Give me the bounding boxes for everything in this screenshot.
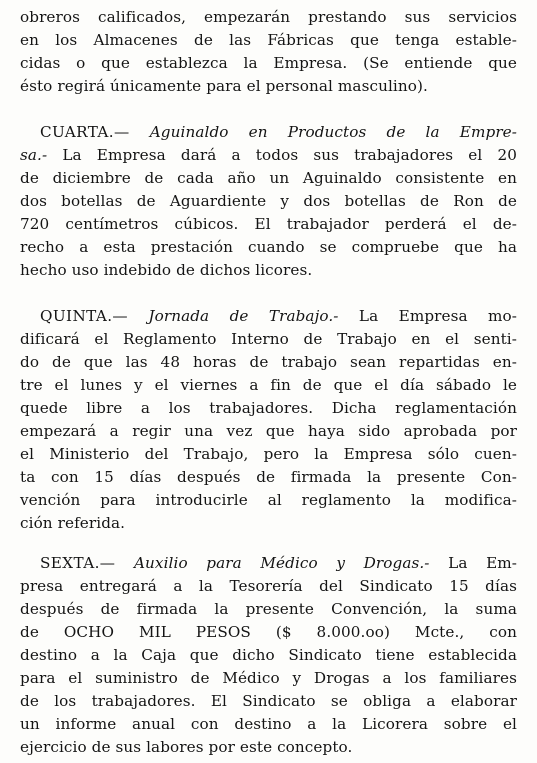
cuarta-line-7: hecho uso indebido de dichos licores. [20,261,313,279]
sexta-line-6: para el suministro de Médico y Drogas a los familiares [20,669,517,687]
cuarta-line-5: 720 centímetros cúbicos. El trabajador perderá el de- [20,215,517,233]
sexta-line-7: de los trabajadores. El Sindicato se obliga a elaborar [20,692,517,710]
cuarta-first-line [20,121,517,143]
quinta-line-7: el Ministerio del Trabajo, pero la Empresa sólo cuen- [20,445,517,463]
intro-line-4: ésto regirá únicamente para el personal masculino). [20,77,428,95]
sexta-text: La Em- [429,554,517,572]
quinta-line-3: do de que las 48 horas de trabajo sean repartidas en- [20,353,517,371]
cuarta-heading: CUARTA.— [40,123,130,141]
quinta-line-2: dificará el Reglamento Interno de Trabajo en el senti- [20,330,517,348]
quinta-text: La Empresa mo- [338,307,517,325]
sexta-line-9: ejercicio de sus labores por este concepto. [20,738,353,756]
quinta-line-4: tre el lunes y el viernes a fin de que el día sábado le [20,376,517,394]
sexta-line-4: de OCHO MIL PESOS ($ 8.000.oo) Mcte., con [20,623,517,641]
cuarta-line-4: dos botellas de Aguardiente y dos botellas de Ron de [20,192,517,210]
sexta-line-8: un informe anual con destino a la Licorera sobre el [20,715,517,733]
sexta-line-5: destino a la Caja que dicho Sindicato tiene establecida [20,646,517,664]
quinta-line-5: quede libre a los trabajadores. Dicha reglamentación [20,399,517,417]
cuarta-second-line [20,144,517,166]
quinta-line-9: vención para introducirle al reglamento la modifica- [20,491,517,509]
sexta-line-3: después de firmada la presente Convención, la suma [20,600,517,618]
quinta-heading: QUINTA.— [40,307,129,325]
sexta-subject: Auxilio para Médico y Drogas.- [133,554,430,572]
sexta-first-line [20,552,517,574]
sexta-line-2: presa entregará a la Tesorería del Sindicato 15 días [20,577,517,595]
quinta-subject: Jornada de Trabajo.- [148,307,339,325]
cuarta-subject-end: sa.- [20,146,48,164]
quinta-first-line [20,305,517,327]
sexta-heading: SEXTA.— [40,554,116,572]
intro-line-1: obreros calificados, empezarán prestando sus servicios [20,8,517,26]
cuarta-line-6: recho a esta prestación cuando se compruebe que ha [20,238,517,256]
quinta-line-8: ta con 15 días después de firmada la presente Con- [20,468,517,486]
intro-line-3: cidas o que establezca la Empresa. (Se entiende que [20,54,517,72]
cuarta-text: La Empresa dará a todos sus trabajadores el 20 [47,146,517,164]
intro-line-2: en los Almacenes de las Fábricas que tenga estable- [20,31,517,49]
cuarta-subject: Aguinaldo en Productos de la Empre- [149,123,517,141]
quinta-line-10: ción referida. [20,514,126,532]
cuarta-line-3: de diciembre de cada año un Aguinaldo consistente en [20,169,517,187]
quinta-line-6: empezará a regir una vez que haya sido aprobada por [20,422,517,440]
